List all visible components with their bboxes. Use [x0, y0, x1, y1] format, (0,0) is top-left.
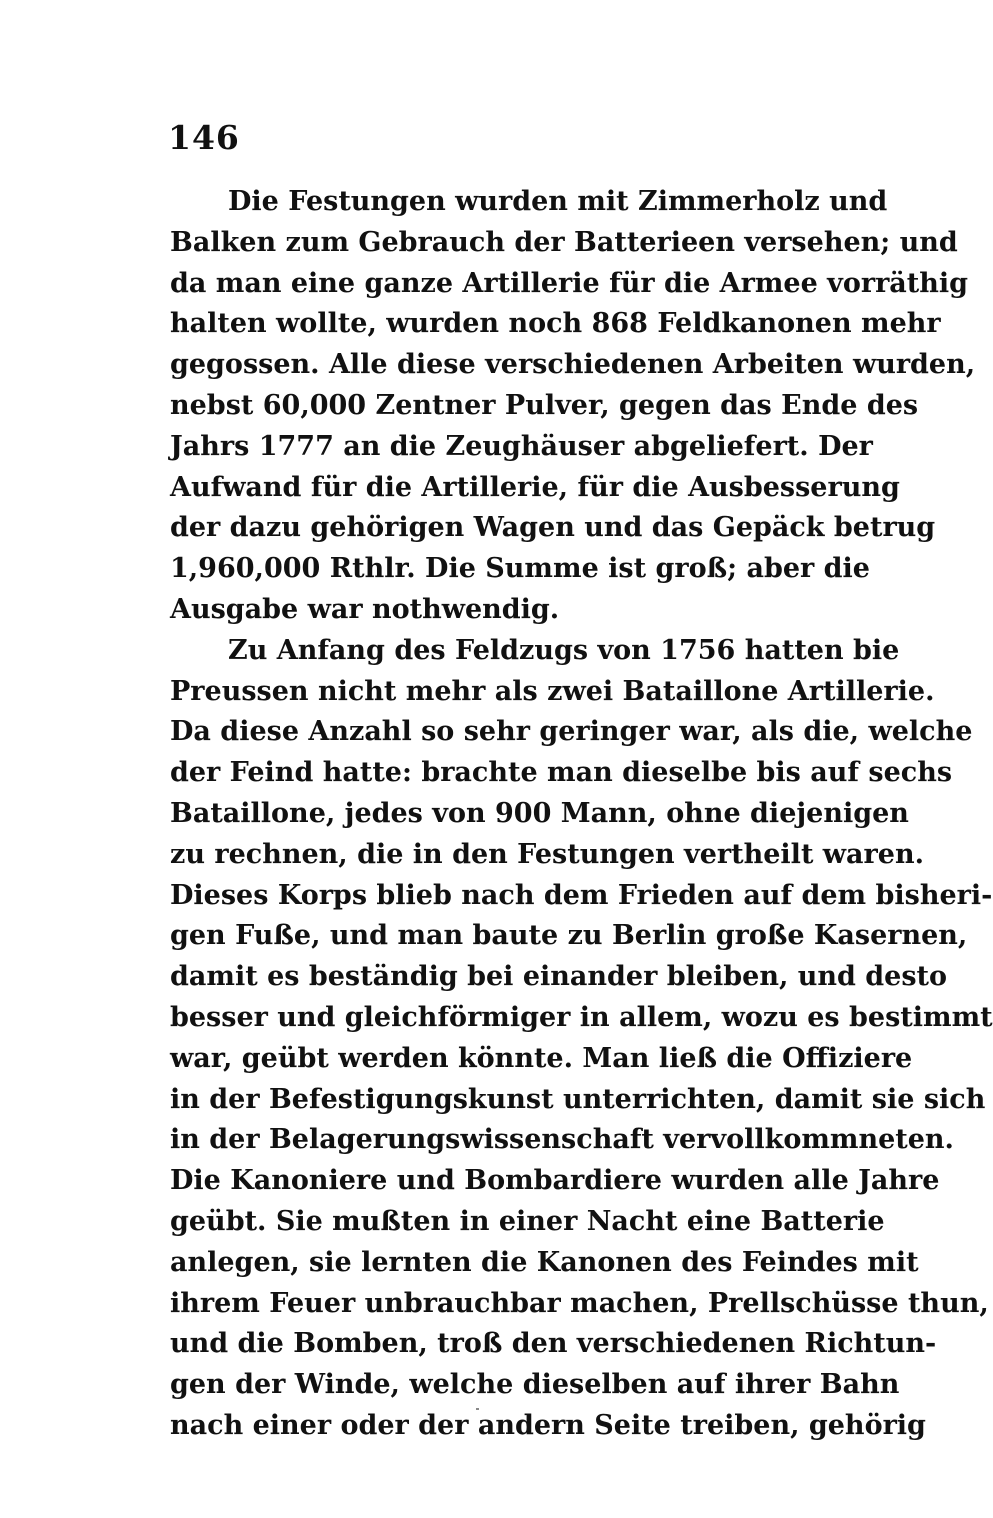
text-line: der Feind hatte: brachte man dieselbe bis auf sechs — [170, 757, 953, 789]
text-line: nebst 60,000 Zentner Pulver, gegen das Ende des — [170, 389, 919, 421]
text-line: Zu Anfang des Feldzugs von 1756 hatten bie — [228, 634, 900, 666]
text-line: halten wollte, wurden noch 868 Feldkanonen mehr — [170, 308, 941, 340]
text-line: war, geübt werden könnte. Man ließ die Offiziere — [170, 1042, 913, 1074]
text-line: Bataillone, jedes von 900 Mann, ohne diejenigen — [170, 797, 909, 829]
text-line: Balken zum Gebrauch der Batterieen versehen; und — [170, 226, 958, 258]
text-line: gen Fuße, und man baute zu Berlin große Kasernen, — [170, 920, 968, 952]
print-speck — [476, 1408, 479, 1410]
text-line: gen der Winde, welche dieselben auf ihrer Bahn — [170, 1369, 900, 1401]
text-line: geübt. Sie mußten in einer Nacht eine Batterie — [170, 1205, 885, 1237]
text-line: Die Festungen wurden mit Zimmerholz und — [228, 186, 888, 217]
text-line: Preussen nicht mehr als zwei Bataillone Artillerie. — [170, 675, 935, 707]
text-line: 1,960,000 Rthlr. Die Summe ist groß; aber die — [170, 553, 870, 585]
text-line: zu rechnen, die in den Festungen vertheilt waren. — [170, 838, 924, 870]
text-line: Da diese Anzahl so sehr geringer war, als die, welche — [170, 716, 973, 748]
text-line: Ausgabe war nothwendig. — [170, 593, 560, 625]
text-line: Jahrs 1777 an die Zeughäuser abgeliefert. Der — [170, 430, 873, 462]
text-line: gegossen. Alle diese verschiedenen Arbeiten wurden, — [170, 349, 976, 381]
text-line: nach einer oder der andern Seite treiben, gehörig — [170, 1409, 926, 1441]
text-line: Dieses Korps blieb nach dem Frieden auf dem bisheri- — [170, 879, 993, 911]
text-line: der dazu gehörigen Wagen und das Gepäck betrug — [170, 512, 936, 544]
text-line: Aufwand für die Artillerie, für die Ausbesserung — [170, 471, 900, 503]
text-line: anlegen, sie lernten die Kanonen des Feindes mit — [170, 1246, 919, 1278]
text-line: ihrem Feuer unbrauchbar machen, Prellschüsse thun, — [170, 1287, 989, 1319]
text-line: in der Belagerungswissenschaft vervollkommneten. — [170, 1124, 954, 1156]
text-line: damit es beständig bei einander bleiben, und desto — [170, 961, 948, 993]
text-line: und die Bomben, troß den verschiedenen Richtun- — [170, 1328, 937, 1360]
text-line: da man eine ganze Artillerie für die Armee vorräthig — [170, 267, 969, 299]
text-line: Die Kanoniere und Bombardiere wurden alle Jahre — [170, 1165, 940, 1197]
page-number: 146 — [168, 118, 240, 157]
body-text — [170, 182, 993, 1447]
text-line: in der Befestigungskunst unterrichten, damit sie sich — [170, 1083, 986, 1115]
text-line: besser und gleichförmiger in allem, wozu es bestimmt — [170, 1001, 993, 1033]
